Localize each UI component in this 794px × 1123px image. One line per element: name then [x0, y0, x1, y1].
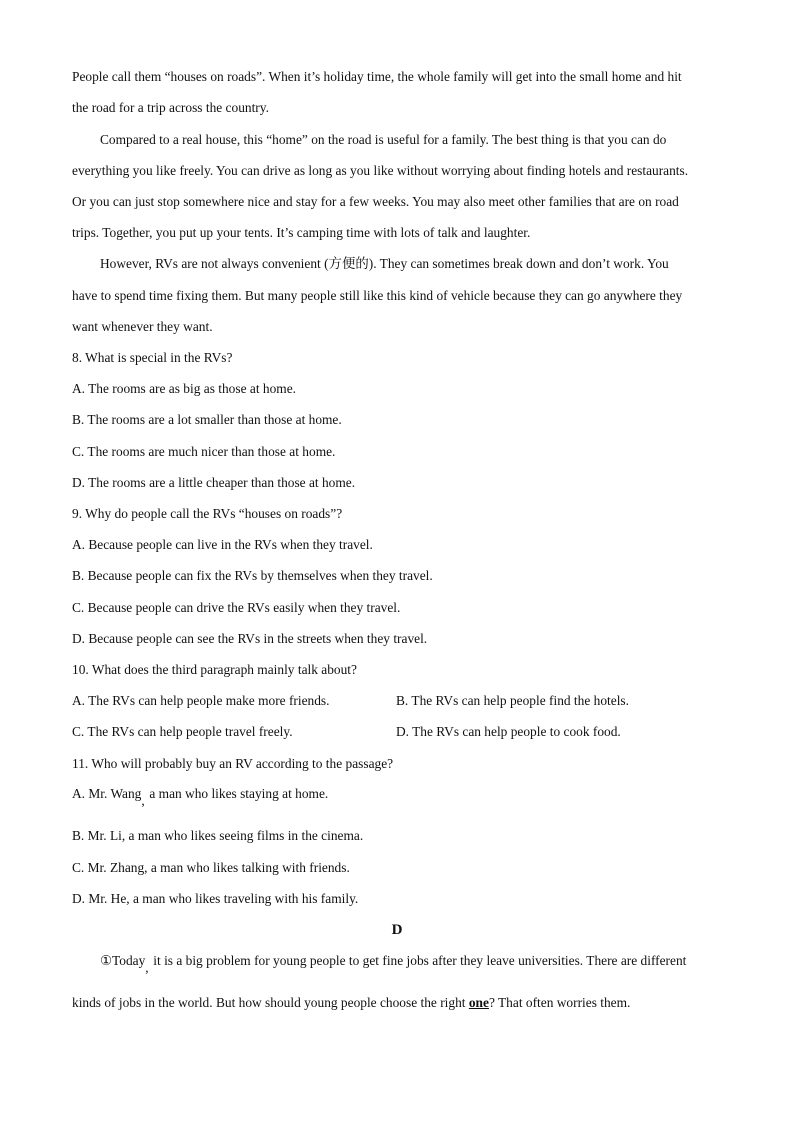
passage-line: However, RVs are not always convenient (方便的). They can sometimes break down and don’t work. You [100, 256, 669, 271]
passage-line: everything you like freely. You can drive as long as you like without worrying about finding hotels and restaurants. [72, 163, 689, 178]
option-d: D. The RVs can help people to cook food. [396, 724, 621, 739]
option-b: B. Because people can fix the RVs by themselves when they travel. [72, 568, 433, 583]
option-d: D. Because people can see the RVs in the streets when they travel. [72, 631, 428, 646]
passage-line [100, 953, 687, 975]
option-c: C. Mr. Zhang, a man who likes talking with friends. [72, 860, 350, 875]
question-stem: 9. Why do people call the RVs “houses on roads”? [72, 506, 343, 521]
option-a-description: a man who likes staying at home. [149, 786, 329, 801]
option-b: B. Mr. Li, a man who likes seeing films in the cinema. [72, 828, 364, 843]
passage-line-start: ①Today [100, 953, 146, 968]
option-c: C. Because people can drive the RVs easily when they travel. [72, 600, 401, 615]
option-a: A. The rooms are as big as those at home. [72, 381, 296, 396]
passage-line: trips. Together, you put up your tents. It’s camping time with lots of talk and laughter. [72, 225, 531, 240]
option-a: A. The RVs can help people make more friends. [72, 693, 330, 708]
section-heading: D [391, 922, 403, 938]
passage-line-comma: , [145, 960, 149, 975]
question-stem: 10. What does the third paragraph mainly talk about? [72, 662, 357, 677]
passage-line-start: kinds of jobs in the world. But how should young people choose the right [72, 995, 469, 1010]
option-c: C. The RVs can help people travel freely. [72, 724, 293, 739]
passage-line: People call them “houses on roads”. When it’s holiday time, the whole family will get into the small home and hit [72, 69, 682, 84]
passage-line: have to spend time fixing them. But many people still like this kind of vehicle because they can go anywhere they [72, 288, 683, 303]
option-c: C. The rooms are much nicer than those at home. [72, 444, 336, 459]
passage-line-rest: it is a big problem for young people to get fine jobs after they leave universities. There are different [153, 953, 687, 968]
underlined-word: one [468, 995, 489, 1010]
option-a-comma: , [141, 793, 145, 808]
question-stem: 11. Who will probably buy an RV according to the passage? [72, 756, 394, 771]
passage-line: Or you can just stop somewhere nice and stay for a few weeks. You may also meet other families that are on road [72, 194, 679, 209]
passage-line [72, 995, 630, 1011]
question-stem: 8. What is special in the RVs? [72, 350, 233, 365]
option-a: A. Because people can live in the RVs when they travel. [72, 537, 373, 552]
option-b: B. The RVs can help people find the hotels. [396, 693, 629, 708]
option-a [72, 786, 329, 808]
passage-line: Compared to a real house, this “home” on the road is useful for a family. The best thing is that you can do [100, 132, 667, 147]
option-d: D. Mr. He, a man who likes traveling with his family. [72, 891, 359, 906]
passage-line: the road for a trip across the country. [72, 100, 269, 115]
passage-line-rest: ? That often worries them. [488, 995, 631, 1010]
passage-line: want whenever they want. [72, 319, 213, 334]
option-b: B. The rooms are a lot smaller than those at home. [72, 412, 342, 427]
option-d: D. The rooms are a little cheaper than those at home. [72, 475, 356, 490]
option-a-name: A. Mr. Wang [72, 786, 142, 801]
